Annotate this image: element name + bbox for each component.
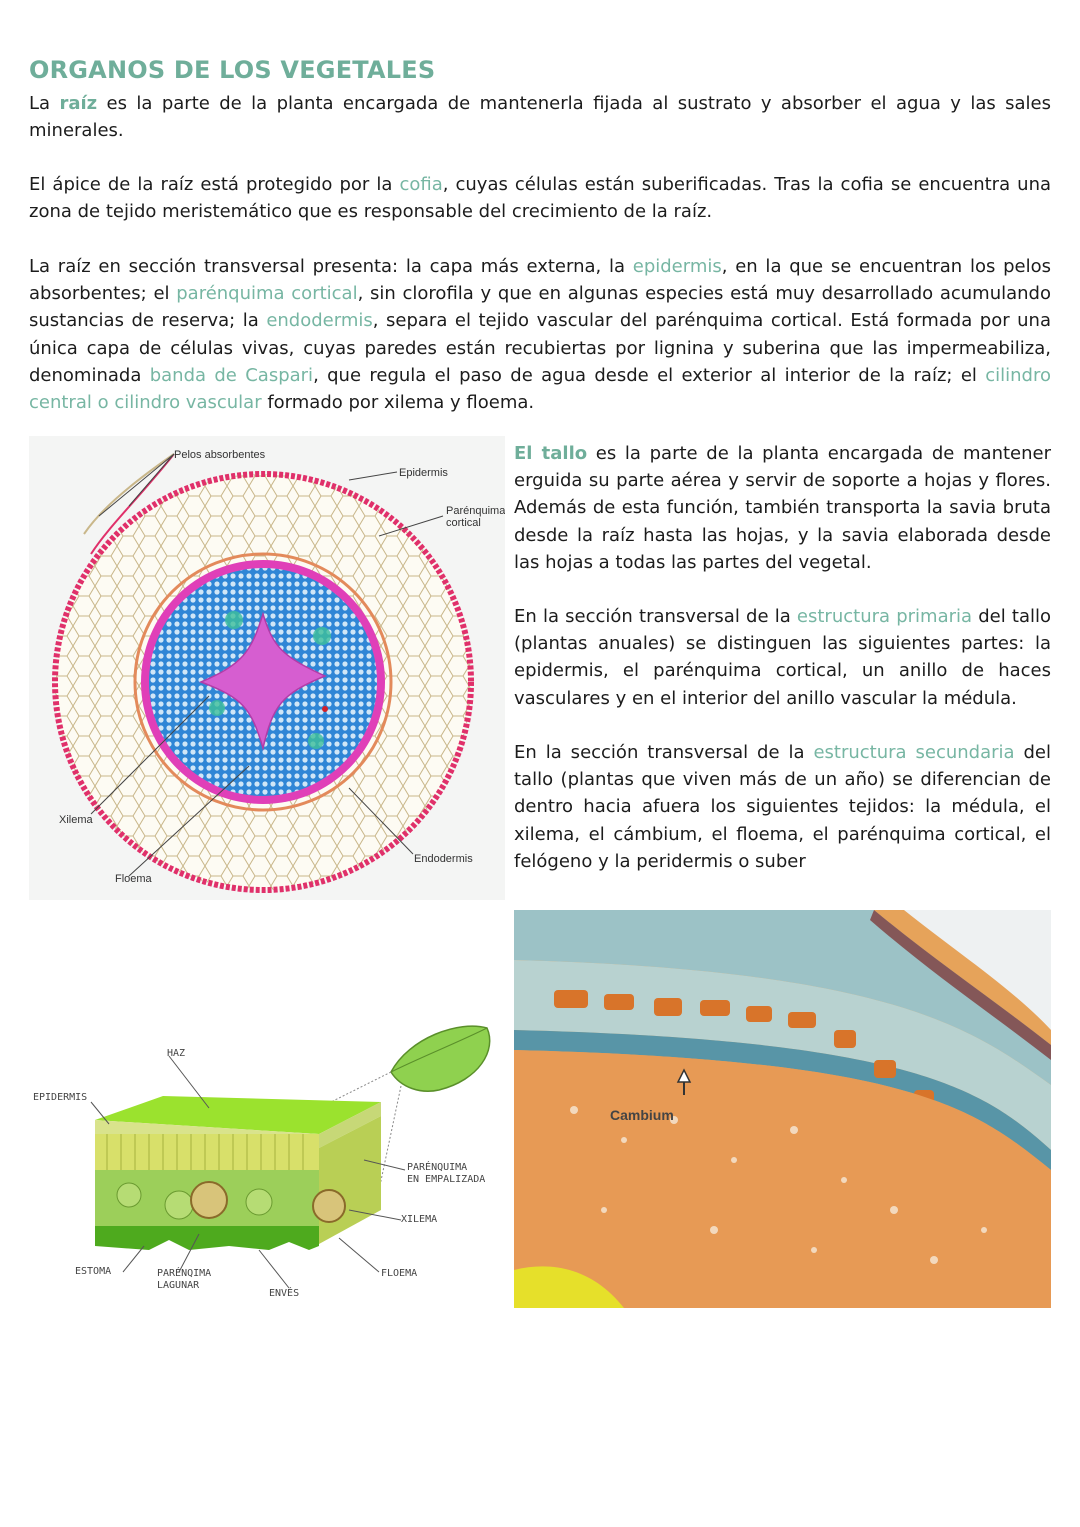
label-epidermis: Epidermis: [399, 467, 448, 479]
paragraph-estructura-primaria: En la sección transversal de la estructura primaria del tallo (plantas anuales) se distinguen las siguientes partes: la epidermis, el parénquima cortical, un anillo de haces vasculares y en el interior del anillo vascular la médula.: [514, 606, 1052, 709]
stem-micrograph-photo: [514, 910, 1051, 1308]
paragraph-seccion-raiz: La raíz en sección transversal presenta: la capa más externa, la epidermis, en la que se encuentran los pelos absorbentes; el parénquima cortical, sin clorofila y que en algunas especies está muy desarrollado acumulando sustancias de reserva; la endodermis, separa el tejido vascular del parénquima cortical. Está formada por una única capa de células vivas, cuyas paredes están recubiertas por lignina y suberina que las impermeabiliza, denominada banda de Caspari, que regula el paso de agua desde el exterior al interior de la raíz; el cilindro central o cilindro vascular formado por xilema y floema.: [29, 256, 1051, 414]
term-banda-caspari: banda de Caspari: [149, 364, 314, 386]
root-cross-section-figure: [29, 436, 505, 900]
paragraph-tallo: El tallo es la parte de la planta encargada de mantener erguida su parte aérea y servir de soporte a hojas y flores. Además de esta función, también transporta la savia bruta desde la raíz hasta las hojas, y la savia elaborada desde las hojas a todas las partes del vegetal.: [514, 443, 1051, 573]
term-epidermis: epidermis: [632, 256, 722, 277]
root-cross-section-diagram: [29, 436, 505, 900]
label-cambium: Cambium: [610, 1107, 674, 1123]
label-parenquima-lagunar-2: LAGUNAR: [157, 1280, 200, 1291]
label-endodermis: Endodermis: [414, 853, 473, 865]
term-cofia: cofia: [399, 174, 443, 195]
label-floema: Floema: [115, 873, 152, 885]
paragraph-raiz: La raíz es la parte de la planta encargada de mantenerla fijada al sustrato y absorber el agua y las sales minerales.: [29, 93, 1051, 142]
label-xilema: Xilema: [59, 814, 93, 826]
label-haz: HAZ: [167, 1048, 186, 1059]
paragraph-cofia: El ápice de la raíz está protegido por la cofia, cuyas células están suberificadas. Tras la cofia se encuentra una zona de tejido meristemático que es responsable del crecimiento de la raíz.: [29, 174, 1052, 223]
label-leaf-epidermis: EPIDERMIS: [33, 1092, 88, 1103]
label-parenquima: Parénquima: [446, 505, 505, 517]
label-estoma: ESTOMA: [75, 1266, 112, 1277]
term-tallo: El tallo: [514, 443, 588, 464]
stem-micrograph-image: [514, 910, 1051, 1308]
label-parenquima-lagunar-1: PARÉNQIMA: [157, 1268, 212, 1279]
term-raiz: raíz: [59, 93, 98, 114]
label-parenquima-empalizada-1: PARÉNQUIMA: [407, 1162, 468, 1173]
leaf-cross-section-figure: [29, 1010, 505, 1310]
label-cortical: cortical: [446, 517, 481, 529]
term-estructura-primaria: estructura primaria: [796, 606, 973, 627]
label-pelos-absorbentes: Pelos absorbentes: [174, 449, 266, 461]
paragraph-estructura-secundaria: En la sección transversal de la estructura secundaria del tallo (plantas que viven más de un año) se diferencian de dentro hacia afuera los siguientes tejidos: la médula, el xilema, el cámbium, el floema, el parénquima cortical, el felógeno y la peridermis o suber: [514, 742, 1051, 872]
term-cilindro-central: cilindro central o cilindro vascular: [29, 364, 1051, 414]
leaf-cross-section-diagram: [29, 1010, 505, 1310]
term-endodermis: endodermis: [266, 310, 373, 332]
page-title: ORGANOS DE LOS VEGETALES: [29, 56, 436, 84]
label-leaf-floema: FLOEMA: [381, 1268, 418, 1279]
label-enves: ENVÉS: [269, 1288, 300, 1299]
label-leaf-xilema: XILEMA: [401, 1214, 438, 1225]
label-parenquima-empalizada-2: EN EMPALIZADA: [407, 1174, 486, 1185]
term-estructura-secundaria: estructura secundaria: [813, 742, 1015, 763]
term-parenquima-cortical: parénquima cortical: [176, 283, 358, 305]
